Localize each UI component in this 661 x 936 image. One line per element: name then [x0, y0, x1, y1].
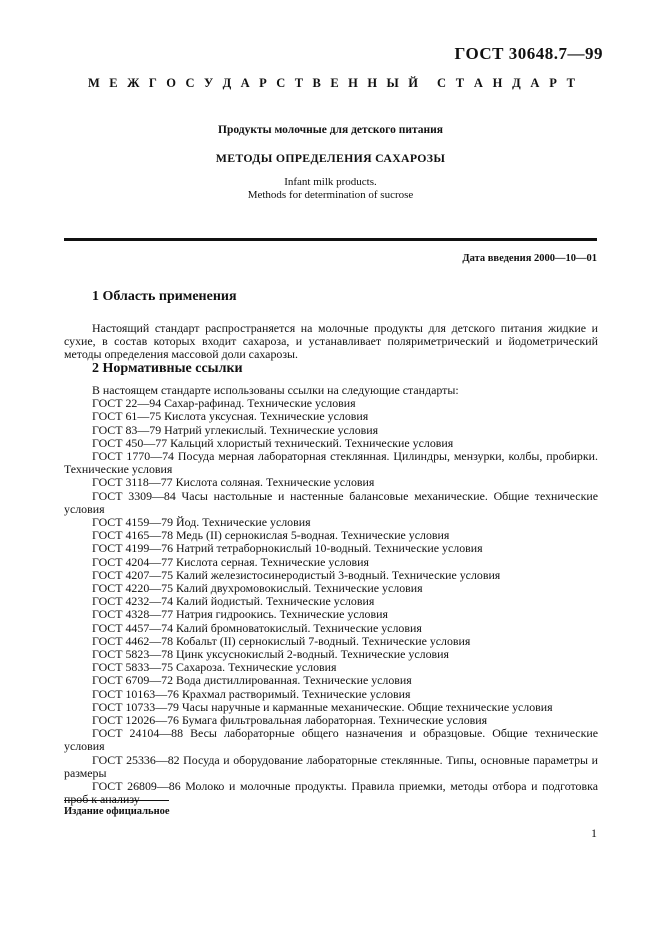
- reference-item: ГОСТ 450—77 Кальций хлористый технический. Технические условия: [92, 435, 454, 450]
- banner-letter: Н: [348, 76, 358, 90]
- banner-letter: С: [276, 76, 286, 90]
- references-intro: В настоящем стандарте использованы ссылки на следующие стандарты:: [92, 383, 459, 397]
- document-title: МЕТОДЫ ОПРЕДЕЛЕНИЯ САХАРОЗЫ: [215, 151, 446, 165]
- reference-item: ГОСТ 83—79 Натрий углекислый. Технические условия: [92, 422, 379, 437]
- banner-letter: Ж: [127, 76, 140, 90]
- reference-item: ГОСТ 5823—78 Цинк уксуснокислый 2-водный. Технические условия: [92, 647, 449, 662]
- header-divider: [64, 238, 597, 241]
- section-2-heading: 2 Нормативные ссылки: [92, 361, 243, 376]
- banner-letter: С: [185, 76, 195, 90]
- page-number: 1: [591, 826, 597, 840]
- banner-letter: В: [312, 76, 321, 90]
- reference-item: ГОСТ 10163—76 Крахмал растворимый. Технические условия: [92, 686, 411, 701]
- banner-letter: О: [166, 76, 177, 90]
- banner-letter: Е: [109, 76, 118, 90]
- section-1-heading: 1 Область применения: [92, 289, 237, 304]
- reference-item: ГОСТ 1770—74 Посуда мерная лабораторная стеклянная. Цилиндры, мензурки, колбы, пробирки. Технические условия: [64, 449, 598, 477]
- reference-item: ГОСТ 3118—77 Кислота соляная. Технические условия: [92, 475, 375, 490]
- banner-letter: Р: [259, 76, 267, 90]
- banner-letter: Р: [549, 76, 557, 90]
- banner-letter: М: [88, 76, 100, 90]
- banner-letter: Д: [222, 76, 232, 90]
- reference-item: ГОСТ 4457—74 Калий бромноватокислый. Технические условия: [92, 620, 422, 635]
- banner-letter: Н: [492, 76, 503, 90]
- banner-letter: Т: [455, 76, 465, 90]
- reference-item: ГОСТ 4232—74 Калий йодистый. Технические условия: [92, 594, 375, 609]
- reference-item: ГОСТ 4328—77 Натрия гидроокись. Технические условия: [92, 607, 388, 622]
- reference-item: ГОСТ 5833—75 Сахароза. Технические условия: [92, 660, 337, 675]
- banner-letter: У: [203, 76, 214, 90]
- reference-item: ГОСТ 12026—76 Бумага фильтровальная лабораторная. Технические условия: [92, 713, 488, 728]
- reference-item: ГОСТ 4204—77 Кислота серная. Технические условия: [92, 554, 369, 569]
- banner-letter: А: [530, 76, 540, 90]
- banner-letter: Е: [330, 76, 339, 90]
- banner-letter: А: [473, 76, 483, 90]
- section-1-text: Настоящий стандарт распространяется на молочные продукты для детского питания жидкие и сухие, в состав которых входит сахароза, и устанавливает поляриметрический и йодометрический методы определения массовой доли сахарозы.: [64, 321, 598, 362]
- banner-word-standard: [437, 76, 575, 91]
- reference-item: ГОСТ 25336—82 Посуда и оборудование лабораторные стеклянные. Типы, основные параметры и размеры: [64, 752, 598, 780]
- reference-item: ГОСТ 10733—79 Часы наручные и карманные механические. Общие технические условия: [92, 699, 553, 714]
- banner-letter: Н: [367, 76, 378, 90]
- banner-letter: Д: [512, 76, 521, 90]
- banner-letter: Ы: [386, 76, 399, 90]
- references-block: [64, 384, 598, 807]
- banner-letter: Й: [408, 76, 418, 90]
- introduction-date: Дата введения 2000—10—01: [462, 253, 597, 264]
- reference-item: ГОСТ 4159—79 Йод. Технические условия: [92, 515, 311, 530]
- reference-item: ГОСТ 4199—76 Натрий тетраборнокислый 10-водный. Технические условия: [92, 541, 483, 556]
- reference-item: ГОСТ 6709—72 Вода дистиллированная. Технические условия: [92, 673, 412, 688]
- product-title: Продукты молочные для детского питания: [218, 124, 443, 136]
- reference-item: ГОСТ 3309—84 Часы настольные и настенные балансовые механические. Общие технические условия: [64, 488, 598, 516]
- banner-word-interstate: [88, 76, 418, 91]
- reference-item: ГОСТ 61—75 Кислота уксусная. Технические условия: [92, 409, 369, 424]
- reference-item: ГОСТ 26809—86 Молоко и молочные продукты. Правила приемки, методы отбора и подготовка проб к анализу: [64, 779, 598, 807]
- reference-item: ГОСТ 4165—78 Медь (II) сернокислая 5-водная. Технические условия: [92, 528, 450, 543]
- reference-item: ГОСТ 24104—88 Весы лабораторные общего назначения и образцовые. Общие технические условия: [64, 726, 598, 754]
- banner-letter: А: [240, 76, 250, 90]
- reference-item: ГОСТ 4207—75 Калий железистосинеродистый 3-водный. Технические условия: [92, 567, 501, 582]
- reference-item: ГОСТ 4220—75 Калий двухромовокислый. Технические условия: [92, 581, 423, 596]
- banner-letter: Т: [566, 76, 575, 90]
- english-title-line-1: Infant milk products.: [284, 176, 377, 188]
- banner-letter: Т: [294, 76, 304, 90]
- english-title: [0, 176, 661, 202]
- reference-item: ГОСТ 4462—78 Кобальт (II) сернокислый 7-водный. Технические условия: [92, 633, 471, 648]
- references-list: [64, 397, 598, 806]
- standard-type-banner: [88, 76, 575, 91]
- standard-number: ГОСТ 30648.7—99: [454, 44, 603, 63]
- reference-item: ГОСТ 22—94 Сахар-рафинад. Технические условия: [92, 396, 356, 411]
- banner-letter: Г: [148, 76, 157, 90]
- banner-letter: С: [437, 76, 447, 90]
- footer-divider: [64, 800, 169, 801]
- english-title-line-2: Methods for determination of sucrose: [247, 189, 414, 201]
- edition-note: Издание официальное: [64, 806, 170, 817]
